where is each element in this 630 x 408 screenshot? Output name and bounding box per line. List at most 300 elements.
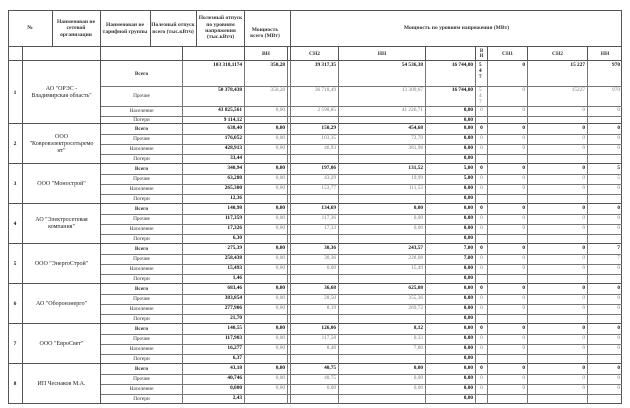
cell-pch1 [488,394,527,404]
cell-phh [588,194,622,204]
cell-pbh: 0 [480,285,483,291]
cell-power: 0,00 [463,107,473,113]
cell-phh [588,116,622,124]
cell-power: 0,00 [463,155,473,161]
cell-hh: 0,33 [413,335,423,341]
cell-pbh: 0 [480,225,483,231]
cell-bh: 0,00 [275,145,285,151]
cell-pch2: 0 [582,365,585,371]
org-number: 8 [13,381,17,387]
cell-hh: 131,52 [408,165,423,171]
sub-header-hh2: НН [600,50,610,57]
cell-pch1 [488,234,527,244]
cell-pbh [476,194,487,204]
org-name-line-1: АО "Электросетевая [35,217,88,223]
cell-power: 0,00 [463,355,473,361]
cell-ch2: 153,77 [321,185,336,191]
cell-power: 0,00 [463,285,473,291]
cell-pch2: 0 [582,285,585,291]
cell-pch1: 0 [522,135,525,141]
cell-bh: 0,00 [275,165,285,171]
col-divider [287,244,288,254]
cell-ch2: 40,75 [324,375,336,381]
cell-bh: 0,00 [275,245,285,251]
cell-phh [588,274,622,284]
cell-ch2: 46,93 [324,145,336,151]
cell-pch1: 0 [522,265,525,271]
org-name [23,61,100,124]
cell-power: 16 744,00 [451,62,473,68]
cell-pch2: 0 [582,305,585,311]
cell-power: 5,00 [463,165,473,171]
col-divider [287,116,288,124]
col-divider [287,174,288,184]
cell-bh: 0,00 [275,365,285,371]
cell-power: 0,00 [463,375,473,381]
cell-phh: 0 [617,107,620,113]
cell-total: 1,46 [232,275,242,281]
category-label: Потери [133,396,150,402]
cell-phh: 0 [617,285,620,291]
cell-phh: 0 [617,205,620,211]
cell-bh: 0,00 [275,135,285,141]
cell-phh [588,394,622,404]
org-name-line-1: ООО "Монострой" [37,180,86,187]
cell-pch2: 0 [582,325,585,331]
cell-bh: 0,00 [275,295,285,301]
cell-pbh [476,314,487,324]
category-label: Потери [133,196,150,202]
col-divider [287,274,288,284]
category-label: Всего [134,286,149,292]
cell-power: 0,00 [463,205,473,211]
cell-power: 0,00 [463,215,473,221]
col-divider [287,354,288,364]
cell-hh: 111,53 [408,185,423,191]
cell-pch1: 0 [522,145,525,151]
cell-pch1: 0 [522,325,525,331]
category-label: Всего [134,246,149,252]
cell-pch1: 0 [522,125,525,131]
cell-pbh: 547 [479,87,482,105]
cell-total: 63,280 [227,175,242,181]
cell-pbh: 0 [480,165,483,171]
cell-phh: 0 [617,135,620,141]
cell-pch1 [488,154,527,164]
cell-pch2: 0 [582,375,585,381]
org-number: 7 [13,341,17,347]
cell-power: 0,00 [463,385,473,391]
org-name [23,124,100,164]
col-divider [287,164,288,174]
cell-bh: 0,00 [275,345,285,351]
cell-power: 0,00 [463,117,473,123]
cell-phh: 0 [617,265,620,271]
category-label: Всего [134,366,149,372]
cell-pch1: 0 [522,295,525,301]
cell-bh [245,394,287,404]
cell-hh: 54 536,38 [401,62,423,68]
sub-header-ch1: СН1 [502,50,513,57]
cell-power: 0,00 [463,325,473,331]
category-label: Население [129,226,154,232]
cell-bh: 0,00 [275,285,285,291]
col-divider [287,86,288,106]
cell-power: 7,00 [463,255,473,261]
cell-hh: 41 226,71 [401,107,423,113]
org-number: 6 [13,301,17,307]
cell-pbh: 0 [480,175,483,181]
cell-bh: 0,00 [275,225,285,231]
cell-pbh: 0 [480,365,483,371]
cell-total: 258,438 [224,255,242,261]
cell-hh: 243,57 [408,245,423,251]
cell-power: 5,00 [463,175,473,181]
col-divider [287,254,288,264]
cell-total: 275,39 [227,245,242,251]
cell-ch2: 30,36 [324,245,336,251]
cell-pch2: 0 [582,135,585,141]
cell-pbh: 0 [480,305,483,311]
category-label: Потери [133,117,150,123]
col-divider [287,124,288,134]
cell-bh [245,314,287,324]
cell-power: 0,00 [463,275,473,281]
category-label: Прочие [133,176,150,182]
cell-pch1: 0 [522,62,525,68]
cell-pbh: 0 [480,215,483,221]
category-label: Потери [133,156,150,162]
cell-ch2: 17,33 [324,225,336,231]
cell-total: 383,854 [224,295,242,301]
cell-ch2: 40,75 [324,365,336,371]
sub-header-hh: НН [377,50,387,57]
cell-power: 0,00 [463,305,473,311]
cell-bh: 0,00 [275,265,285,271]
cell-pbh: 0 [480,335,483,341]
cell-bh: 0,00 [275,205,285,211]
cell-bh: 0,00 [275,215,285,221]
cell-pch1 [488,354,527,364]
cell-phh: 7 [617,245,620,251]
cell-pch1 [488,274,527,284]
cell-hh: 269,72 [408,305,423,311]
cell-power: 16 744,00 [451,87,473,93]
cell-phh [588,354,622,364]
cell-pbh [476,354,487,364]
cell-total: 16,277 [227,345,242,351]
cell-pch1: 0 [522,345,525,351]
col-divider [287,294,288,304]
cell-total: 638,40 [227,125,242,131]
cell-pch1 [488,116,527,124]
category-label: Население [129,108,154,114]
cell-ch2: 36,68 [324,285,336,291]
cell-phh [588,234,622,244]
cell-ch2: 0,00 [326,265,336,271]
cell-phh: 0 [617,335,620,341]
cell-pch1: 0 [522,245,525,251]
cell-phh: 0 [617,375,620,381]
cell-pch2 [528,154,587,164]
cell-ch2: 39 317,35 [314,62,336,68]
cell-total: 140,55 [227,325,242,331]
cell-total: 43 825,561 [218,107,242,113]
cell-total: 103 318,1174 [213,62,242,68]
cell-pch1: 0 [522,255,525,261]
org-number: 1 [13,89,17,96]
cell-pch2: 0 [582,125,585,131]
cell-ch2: 36 718,49 [314,87,336,93]
cell-phh: 7 [617,255,620,261]
cell-hh: 0,00 [413,215,423,221]
cell-bh: 0,00 [275,185,285,191]
col-divider [287,304,288,314]
cell-pch2 [528,194,587,204]
cell-phh: 0 [617,225,620,231]
cell-ch2: 197,06 [321,165,336,171]
sub-header-bh2: ВН [479,49,484,59]
category-label: Всего [134,206,149,212]
cell-pch2: 0 [582,385,585,391]
cell-total: 6,30 [232,235,242,241]
cell-pch2: 0 [582,165,585,171]
cell-pbh: 0 [480,345,483,351]
org-name [23,324,100,364]
cell-hh: 72,70 [411,135,423,141]
cell-phh: 0 [617,365,620,371]
col-divider [287,154,288,164]
cell-pch1: 0 [522,107,525,113]
cell-pch1: 0 [522,225,525,231]
cell-power: 0,00 [463,195,473,201]
cell-total: 33,44 [230,155,242,161]
category-label: Население [129,146,154,152]
cell-power: 0,00 [463,365,473,371]
header-tariff: Наименован ие тарифной группы [102,22,148,35]
cell-hh: 19,99 [411,175,423,181]
cell-pbh: 0 [480,135,483,141]
category-label: Прочие [133,256,150,262]
col-divider [287,184,288,194]
cell-total: 40,746 [227,375,242,381]
cell-phh: 970 [612,62,620,68]
org-name [23,164,100,204]
cell-pbh: 0 [480,185,483,191]
cell-pch1: 0 [522,215,525,221]
cell-phh: 0 [617,145,620,151]
cell-hh: 0,00 [413,225,423,231]
cell-bh: 0,00 [275,375,285,381]
cell-pch1: 0 [522,305,525,311]
cell-phh: 0 [617,305,620,311]
header-power-total: Мощность всего (МВт) [250,26,280,39]
category-label: Потери [133,236,150,242]
cell-ch2: 103,35 [321,135,336,141]
col-divider [287,284,288,294]
cell-hh [339,234,425,244]
cell-pch1: 0 [522,365,525,371]
col-divider [287,264,288,274]
cell-pch1: 0 [522,87,525,93]
cell-bh [245,116,287,124]
cell-power: 0,00 [463,125,473,131]
cell-phh: 970 [612,87,620,93]
cell-pch1: 0 [522,385,525,391]
cell-bh [245,194,287,204]
cell-pch1: 0 [522,205,525,211]
cell-phh: 0 [617,125,620,131]
cell-total: 265,300 [224,185,242,191]
cell-total: 117,359 [225,215,242,221]
cell-pch2: 0 [582,265,585,271]
cell-ch2 [291,154,338,164]
cell-pbh: 0 [480,295,483,301]
cell-phh: 5 [617,175,620,181]
cell-pch1 [488,314,527,324]
cell-ch2: 2 598,85 [317,107,336,113]
cell-phh: 0 [617,325,620,331]
cell-hh: 0,00 [413,385,423,391]
org-name [23,204,100,244]
cell-total: 15,493 [227,265,242,271]
cell-ch2 [291,394,338,404]
cell-bh: 350,28 [270,62,285,68]
col-divider [287,344,288,354]
cell-phh: 0 [617,295,620,301]
col-divider [287,384,288,394]
cell-total: 17,326 [227,225,242,231]
col-divider [287,334,288,344]
cell-ch2 [291,194,338,204]
cell-ch2: 43,29 [324,175,336,181]
cell-total: 340,94 [227,165,242,171]
header-num: № [27,25,33,32]
cell-hh [339,354,425,364]
cell-phh [588,314,622,324]
org-name-line-2: Владимирская область" [31,92,92,99]
col-divider [287,374,288,384]
cell-hh: 454,68 [408,125,423,131]
category-label: Потери [133,356,150,362]
cell-power: 0,00 [463,265,473,271]
cell-total: 6,37 [232,355,242,361]
cell-bh: 0,00 [275,305,285,311]
cell-hh [339,154,425,164]
category-label: Потери [133,316,150,322]
org-name-line-2: компания" [48,224,75,230]
col-divider [287,364,288,374]
cell-pch1: 0 [522,285,525,291]
cell-phh: 0 [617,345,620,351]
org-number: 3 [13,181,17,187]
header-total: Полезный отпуск всего (тыс.кВтч) [151,22,195,35]
category-label: Всего [134,326,149,332]
category-label: Потери [133,276,150,282]
cell-hh: 228,08 [408,255,423,261]
cell-pch1: 0 [522,185,525,191]
cell-pbh: 0 [480,125,483,131]
cell-total: 0,000 [230,385,242,391]
cell-pch2: 0 [582,185,585,191]
header-org: Наименован ие сетевой организации [56,19,96,38]
cell-ch2: 134,69 [321,205,336,211]
cell-hh: 355,36 [408,295,423,301]
cell-pch2: 15 227 [570,62,585,68]
cell-power: 0,00 [463,135,473,141]
cell-bh [245,274,287,284]
cell-power: 0,00 [463,335,473,341]
cell-bh: 0,00 [275,125,285,131]
cell-power: 0,00 [463,345,473,351]
cell-ch2: 28,50 [324,295,336,301]
cell-pbh: 0 [480,205,483,211]
cell-total: 117,903 [225,335,242,341]
cell-pbh: 0 [480,325,483,331]
cell-pch2: 0 [582,215,585,221]
cell-bh [245,154,287,164]
cell-bh [245,354,287,364]
cell-ch2: 8,19 [326,305,336,311]
col-divider [287,194,288,204]
cell-pbh [476,394,487,404]
cell-pch2 [528,314,587,324]
cell-bh: 0,00 [275,255,285,261]
cell-pbh: 0 [480,145,483,151]
cell-power: 0,00 [463,315,473,321]
org-name-line-1: ООО [55,133,68,140]
org-name-line-2: "Ковровэлектросетьремо нт" [29,140,94,154]
org-name [23,284,100,324]
cell-total: 140,98 [227,205,242,211]
cell-hh [339,116,425,124]
cell-pch1: 0 [522,375,525,381]
cell-pch2: 0 [582,255,585,261]
sub-header-ch2b: СН2 [552,50,563,57]
cell-total: 176,052 [224,135,242,141]
cell-ch2: 8,48 [326,345,336,351]
org-name [23,244,100,284]
cell-total: 428,913 [224,145,242,151]
cell-ch2 [291,116,338,124]
cell-pch1 [488,194,527,204]
cell-bh: 0,00 [275,175,285,181]
category-label: Население [129,386,154,392]
cell-bh: 0,00 [275,385,285,391]
cell-phh: 0 [617,215,620,221]
col-divider [287,324,288,334]
cell-hh [339,274,425,284]
cell-power: 0,00 [463,295,473,301]
cell-bh [245,234,287,244]
col-divider [287,106,288,116]
cell-pch2 [528,354,587,364]
org-name-line-1: ООО "ЕвроСвет" [39,340,84,347]
cell-pch2: 0 [582,245,585,251]
cell-pch2: 0 [582,175,585,181]
category-label: Прочие [133,296,150,302]
cell-ch2: 30,36 [324,255,336,261]
col-divider [287,61,288,86]
org-number: 4 [13,221,17,227]
cell-hh: 625,08 [408,285,423,291]
cell-pch1: 0 [522,175,525,181]
cell-pch1: 0 [522,335,525,341]
org-name-line-1: АО "ОРЭС - [45,85,78,92]
cell-total: 9 114,12 [223,117,242,123]
category-label: Прочие [133,216,150,222]
cell-hh: 13 309,67 [401,87,423,93]
